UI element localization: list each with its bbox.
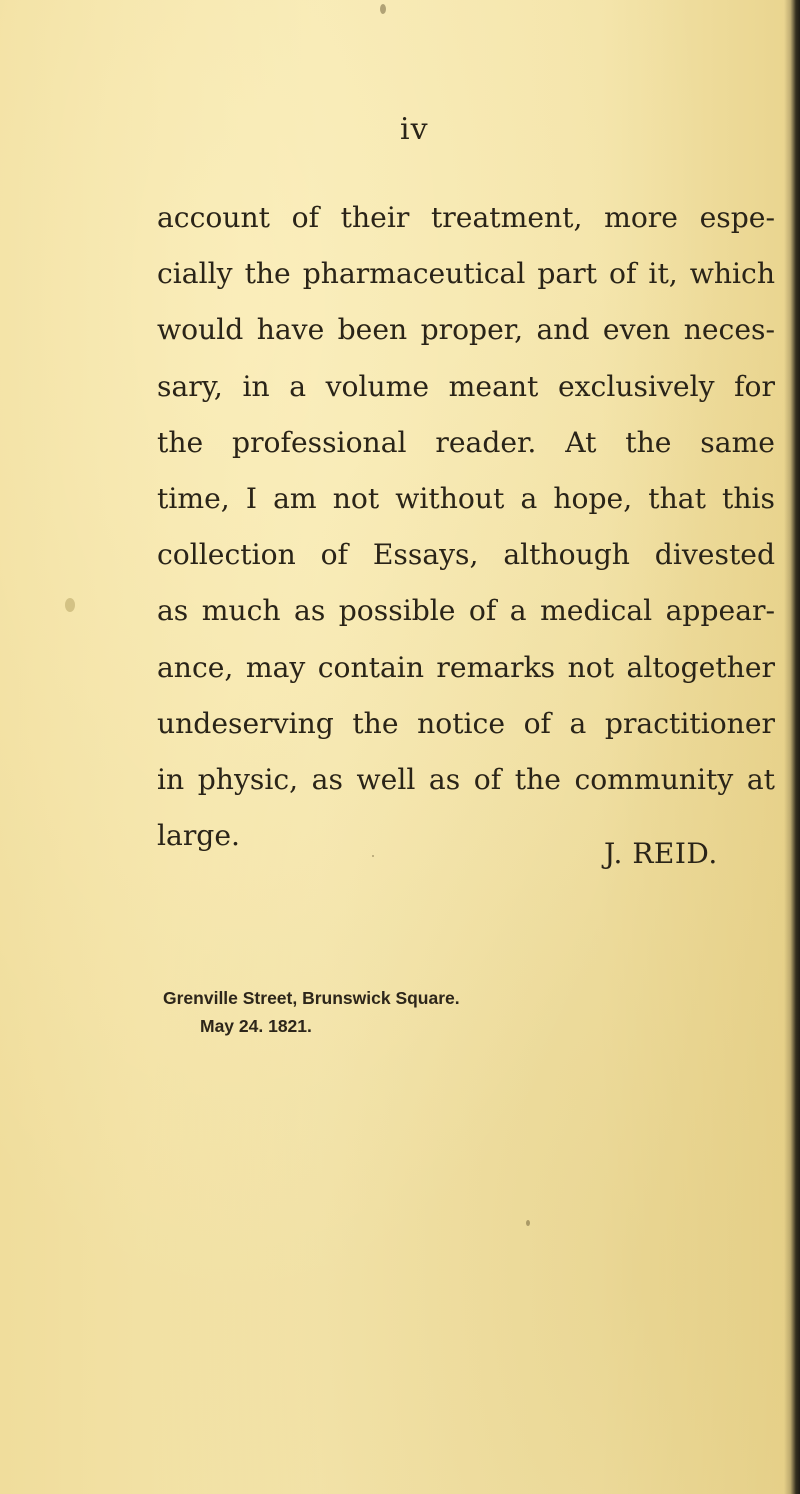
paper-speck: [380, 4, 386, 14]
paper-speck: [65, 598, 75, 612]
text-line: sary, in a volume meant exclusively for: [157, 369, 775, 403]
body-paragraph: [157, 190, 775, 864]
text-line: cially the pharmaceutical part of it, which: [157, 257, 775, 291]
text-line: account of their treatment, more espe-: [157, 201, 775, 234]
paper-speck: [526, 1220, 530, 1226]
text-line: time, I am not without a hope, that this: [157, 481, 775, 515]
text-line: collection of Essays, although divested: [157, 538, 775, 572]
text-line: undeserving the notice of a practitioner: [157, 706, 775, 740]
page-number: iv: [400, 112, 429, 147]
text-line: ance, may contain remarks not altogether: [157, 650, 775, 684]
date-line: May 24. 1821.: [200, 1016, 312, 1036]
text-line: would have been proper, and even neces-: [157, 313, 775, 347]
street-address: Grenville Street, Brunswick Square.: [163, 988, 460, 1008]
text-line: in physic, as well as of the community at: [157, 762, 775, 796]
text-line: as much as possible of a medical appear-: [157, 594, 775, 628]
address-block: [163, 984, 460, 1040]
text-line: the professional reader. At the same: [157, 425, 775, 459]
author-signature: J. REID.: [604, 837, 718, 870]
text-line: large.: [157, 819, 240, 853]
page-edge-shadow: [784, 0, 800, 1494]
